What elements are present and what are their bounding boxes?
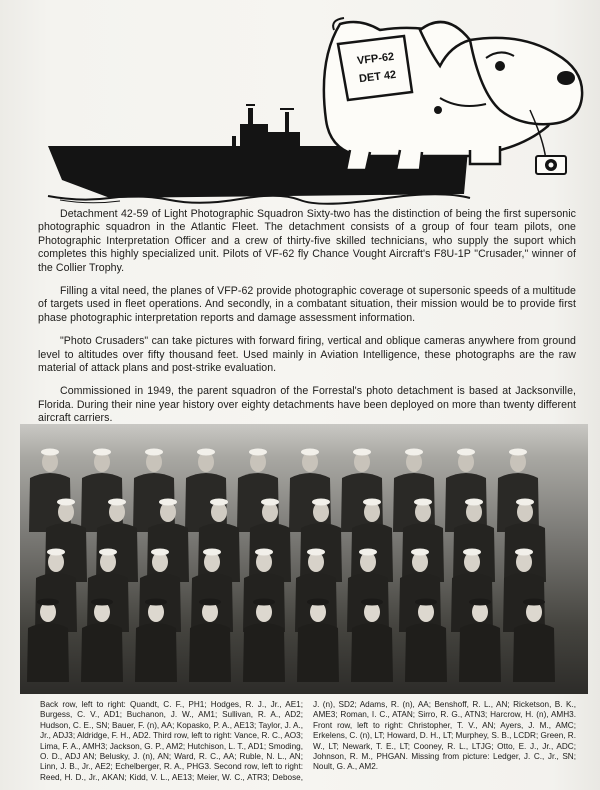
crew-member-figure <box>445 449 487 533</box>
crew-member-figure <box>497 449 539 533</box>
photo-caption <box>40 700 576 783</box>
header-illustration <box>0 0 600 210</box>
cartoon-sign-line1: VFP-62 <box>356 50 395 68</box>
crew-member-figure <box>393 449 435 533</box>
caption-text: Back row, left to right: Quandt, C. F., PH1; Hodges, R. J., Jr., AE1; Burgess, C. V., AD1; Buchanon, J. W., AM1; Sullivan, R. A., AD2; Hudson, C. E., SN; Bauer, F. (n), AA; Kopasko, P. A., AE13; Taylor, J. A., Jr., ADJ3; Aldridge, F. H., AD2. Third row, left to right: Vance, R. C., AO3; Lima, F. A., AMH3; Jackson, G. P., AM2; Hutchison, L. T., AD1; Smoding, O. D., ADJ AN; Belusky, J. (n), AN; Ward, R. C., AA; Ruble, N. L., AN; Linn, J. B., Jr., AE2; Echelberger, R. A., PHG3. Second row, left to right: Reed, H. D., Jr., AKAN; Kidd, V. L., AE13; Meier, W. C., ATR3; Debose, J. (n), SD2; Adams, R. (n), AA; Benshoff, R. L., AN; Ricketson, B. K., AME3; Roman, I. C., ATAN; Sirro, R. G., ATN3; Harcrow, H. (n), AMH3. Front row, left to right: Christopher, T. V., AN; Ayers, J. M., AMC; Erkelens, C. (n), LT; Howard, D. H., LT; Murphey, S. B., LCDR; Green, R. W., LT; Newark, T. E., LT; Cooney, R. L., LTJG; Otto, E. J., Jr., ADC; Johnson, R. M., PHGAN. Missing from picture: Ledger, J. C., Jr., SN; Noult, G. A., AM2. <box>40 700 576 782</box>
group-photo <box>20 424 588 694</box>
article-body <box>38 208 576 436</box>
paragraph-2: Filling a vital need, the planes of VFP-62 provide photographic coverage ot supersonic speeds of a multitude of targets used in fleet operations. And secondly, in a combatant situation, their mission would be to provide first phase photographic interpretation reports and damage assessment information. <box>38 285 576 324</box>
paragraph-4: Commissioned in 1949, the parent squadron of the Forrestal's photo detachment is based at Jacksonville, Florida. During their nine year history over eighty detachments have been deployed on more than twenty different aircraft carriers. <box>38 385 576 425</box>
cartoon-dog-drawing <box>324 18 582 174</box>
cartoon-sign-line2: DET 42 <box>358 68 397 86</box>
group-photo-figures <box>20 424 588 694</box>
paragraph-3: "Photo Crusaders" can take pictures with forward firing, vertical and oblique cameras anywhere from ground level to altitudes over fifty thousand feet. Used mainly in Aviation Intelligence, these photographs are the raw material of attack plans and post-strike evaluation. <box>38 335 576 375</box>
paragraph-1: Detachment 42-59 of Light Photographic Squadron Sixty-two has the distinction of being the first supersonic photographic squadron in the Atlantic Fleet. The detachment consists of a group of four team pilots, one Photographic Interpretation Officer and a crew of thirty-five skilled technicians, who supply the suport which completes this highly specialized unit. Pilots of VF-62 fly Chance Vought Aircraft's F8U-1P "Crusader," winner of the Collier Trophy. <box>38 208 576 274</box>
